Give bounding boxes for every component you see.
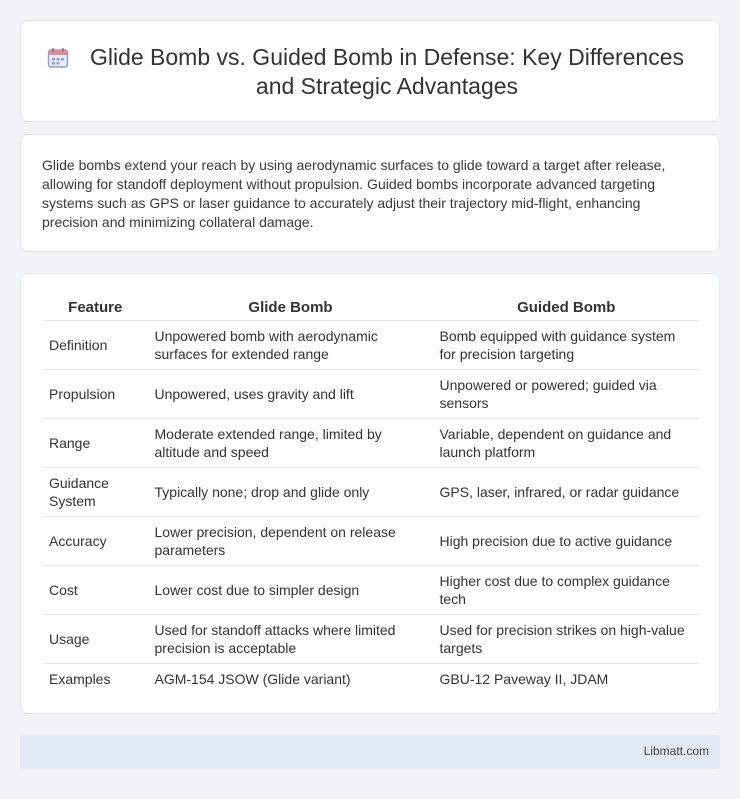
glide-cell: Unpowered bomb with aerodynamic surfaces for extended range — [148, 320, 433, 369]
header-guided-bomb: Guided Bomb — [433, 296, 699, 320]
guided-cell: GBU-12 Paveway II, JDAM — [433, 663, 699, 695]
guided-cell: Variable, dependent on guidance and launch platform — [433, 418, 699, 467]
guided-cell: Used for precision strikes on high-value targets — [433, 614, 699, 663]
intro-paragraph: Glide bombs extend your reach by using aerodynamic surfaces to glide toward a target after release, allowing for standoff deployment without propulsion. Guided bombs incorporate advanced targeting systems such as GPS or laser guidance to accurately adjust their trajectory mid-flight, enhancing precision and minimizing collateral damage. — [42, 157, 666, 230]
feature-cell: Propulsion — [43, 369, 148, 418]
feature-cell: Examples — [49, 671, 111, 688]
table-row — [43, 663, 699, 695]
table-row — [43, 369, 699, 418]
header-feature: Feature — [43, 296, 148, 320]
glide-cell: Lower precision, dependent on release parameters — [148, 516, 433, 565]
feature-cell: Definition — [43, 320, 148, 369]
feature-cell: Cost — [43, 565, 148, 614]
table-row — [43, 467, 699, 516]
table-row — [43, 516, 699, 565]
page-title: Glide Bomb vs. Guided Bomb in Defense: Key Differences and Strategic Advantages — [89, 44, 685, 99]
glide-cell: Typically none; drop and glide only — [148, 467, 433, 516]
glide-cell: Unpowered, uses gravity and lift — [148, 369, 433, 418]
feature-cell: Guidance System — [43, 467, 148, 516]
table-row — [43, 565, 699, 614]
glide-cell: Moderate extended range, limited by altitude and speed — [148, 418, 433, 467]
comparison-card — [20, 273, 720, 714]
intro-card — [20, 134, 720, 252]
feature-cell: Usage — [43, 614, 148, 663]
footer-brand-link[interactable]: Libmatt.com — [643, 744, 709, 758]
table-row — [43, 418, 699, 467]
glide-cell: Lower cost due to simpler design — [148, 565, 433, 614]
feature-cell: Range — [43, 418, 148, 467]
table-row — [43, 614, 699, 663]
guided-cell: Higher cost due to complex guidance tech — [433, 565, 699, 614]
guided-cell: High precision due to active guidance — [433, 516, 699, 565]
guided-cell: Bomb equipped with guidance system for precision targeting — [433, 320, 699, 369]
header-glide-bomb: Glide Bomb — [148, 296, 433, 320]
glide-cell: Used for standoff attacks where limited precision is acceptable — [148, 614, 433, 663]
guided-cell: Unpowered or powered; guided via sensors — [433, 369, 699, 418]
title-card — [20, 20, 720, 122]
feature-cell: Accuracy — [43, 516, 148, 565]
footer-bar — [20, 735, 720, 769]
table-row — [43, 320, 699, 369]
table-header-row — [43, 296, 699, 320]
glide-cell: AGM-154 JSOW (Glide variant) — [148, 663, 433, 695]
comparison-table — [43, 296, 699, 695]
guided-cell: GPS, laser, infrared, or radar guidance — [433, 467, 699, 516]
